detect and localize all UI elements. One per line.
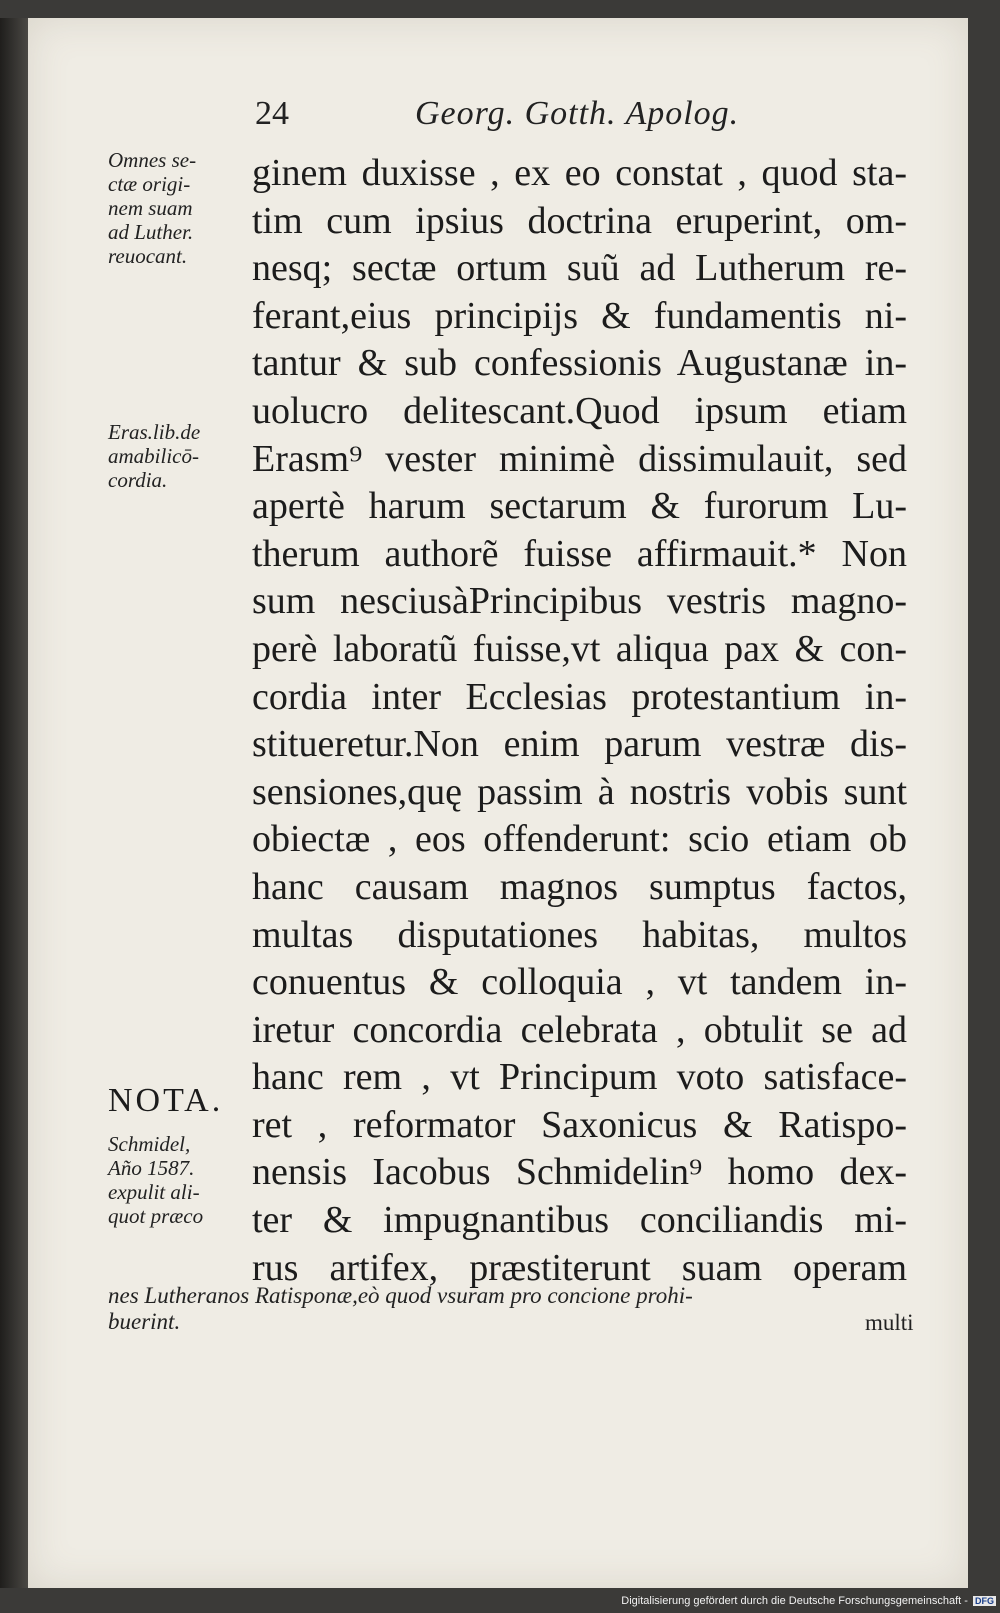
margin-note-line: Omnes se- (108, 148, 197, 172)
margin-note-line: Año 1587. (108, 1156, 195, 1180)
margin-note-line: quot præco (108, 1204, 204, 1228)
text-line: ferant,eius principijs & fundamentis ni- (252, 294, 907, 337)
text-line: ginem duxisse , ex eo constat , quod sta- (252, 152, 907, 194)
text-line: tantur & sub confessionis Augustanæ in- (252, 342, 907, 385)
running-head: Georg. Gotth. Apolog. (415, 95, 740, 132)
text-line: obiectæ , eos offenderunt: scio etiam ob (252, 818, 907, 861)
book-spine-shadow (0, 18, 28, 1588)
text-line: hanc rem , vt Principum voto satisface- (252, 1056, 907, 1099)
margin-note-erasmus (108, 420, 248, 492)
bottom-margin-note (108, 1283, 908, 1335)
text-line: Erasm⁹ vester minimè dissimulauit, sed (252, 437, 907, 480)
text-line: ter & impugnantibus conciliandis mi- (252, 1199, 907, 1242)
text-line: uolucro delitescant.Quod ipsum etiam (252, 389, 907, 432)
margin-note-line: cordia. (108, 468, 168, 492)
text-line: rus artifex, præstiterunt suam operam (252, 1246, 907, 1289)
margin-note-line: ctæ origi- (108, 172, 191, 196)
bottom-note-line: buerint. (108, 1309, 181, 1334)
catchword: multi (865, 1310, 914, 1335)
bottom-note-line: nes Lutheranos Ratisponæ,eò quod vsuram pro concione prohi- (108, 1283, 693, 1308)
margin-note-line: amabilicō- (108, 444, 199, 468)
text-line: nesq; sectæ ortum suũ ad Lutherum re- (252, 247, 907, 290)
text-line: stitueretur.Non enim parum vestræ dis- (252, 723, 907, 766)
margin-note-line: Schmidel, (108, 1132, 191, 1156)
nota-heading: NOTA. (108, 1082, 224, 1119)
text-line: cordia inter Ecclesias protestantium in- (252, 675, 907, 718)
margin-note-line: ad Luther. (108, 220, 194, 244)
page-header (255, 95, 875, 135)
main-text-block (252, 150, 907, 1292)
dfg-logo-icon: DFG (975, 1596, 994, 1607)
text-line: tim cum ipsius doctrina eruperint, om- (252, 199, 907, 242)
text-line: hanc causam magnos sumptus factos, (252, 865, 907, 908)
margin-note-omnes (108, 148, 248, 268)
text-line: sum nesciusàPrincipibus vestris magno- (252, 580, 907, 623)
digitization-footer (596, 1595, 996, 1611)
margin-note-line: Eras.lib.de (108, 420, 201, 444)
margin-note-schmidel (108, 1132, 248, 1228)
margin-note-line: expulit ali- (108, 1180, 200, 1204)
page-number: 24 (255, 95, 289, 132)
text-line: sensiones,quę passim à nostris vobis sunt (252, 770, 907, 813)
text-line: perè laboratũ fuisse,vt aliqua pax & con- (252, 627, 907, 670)
text-line: iretur concordia celebrata , obtulit se ad (252, 1008, 907, 1051)
text-line: nensis Iacobus Schmidelin⁹ homo dex- (252, 1151, 907, 1194)
text-line: ret , reformator Saxonicus & Ratispo- (252, 1103, 907, 1146)
text-line: apertè harum sectarum & furorum Lu- (252, 485, 907, 528)
margin-note-line: nem suam (108, 196, 193, 220)
footer-text: Digitalisierung gefördert durch die Deutsche Forschungsgemeinschaft - (621, 1595, 968, 1607)
text-line: conuentus & colloquia , vt tandem in- (252, 961, 907, 1004)
margin-note-line: reuocant. (108, 244, 188, 268)
text-line: multas disputationes habitas, multos (252, 913, 907, 956)
text-line: therum authorẽ fuisse affirmauit.* Non (252, 532, 907, 575)
